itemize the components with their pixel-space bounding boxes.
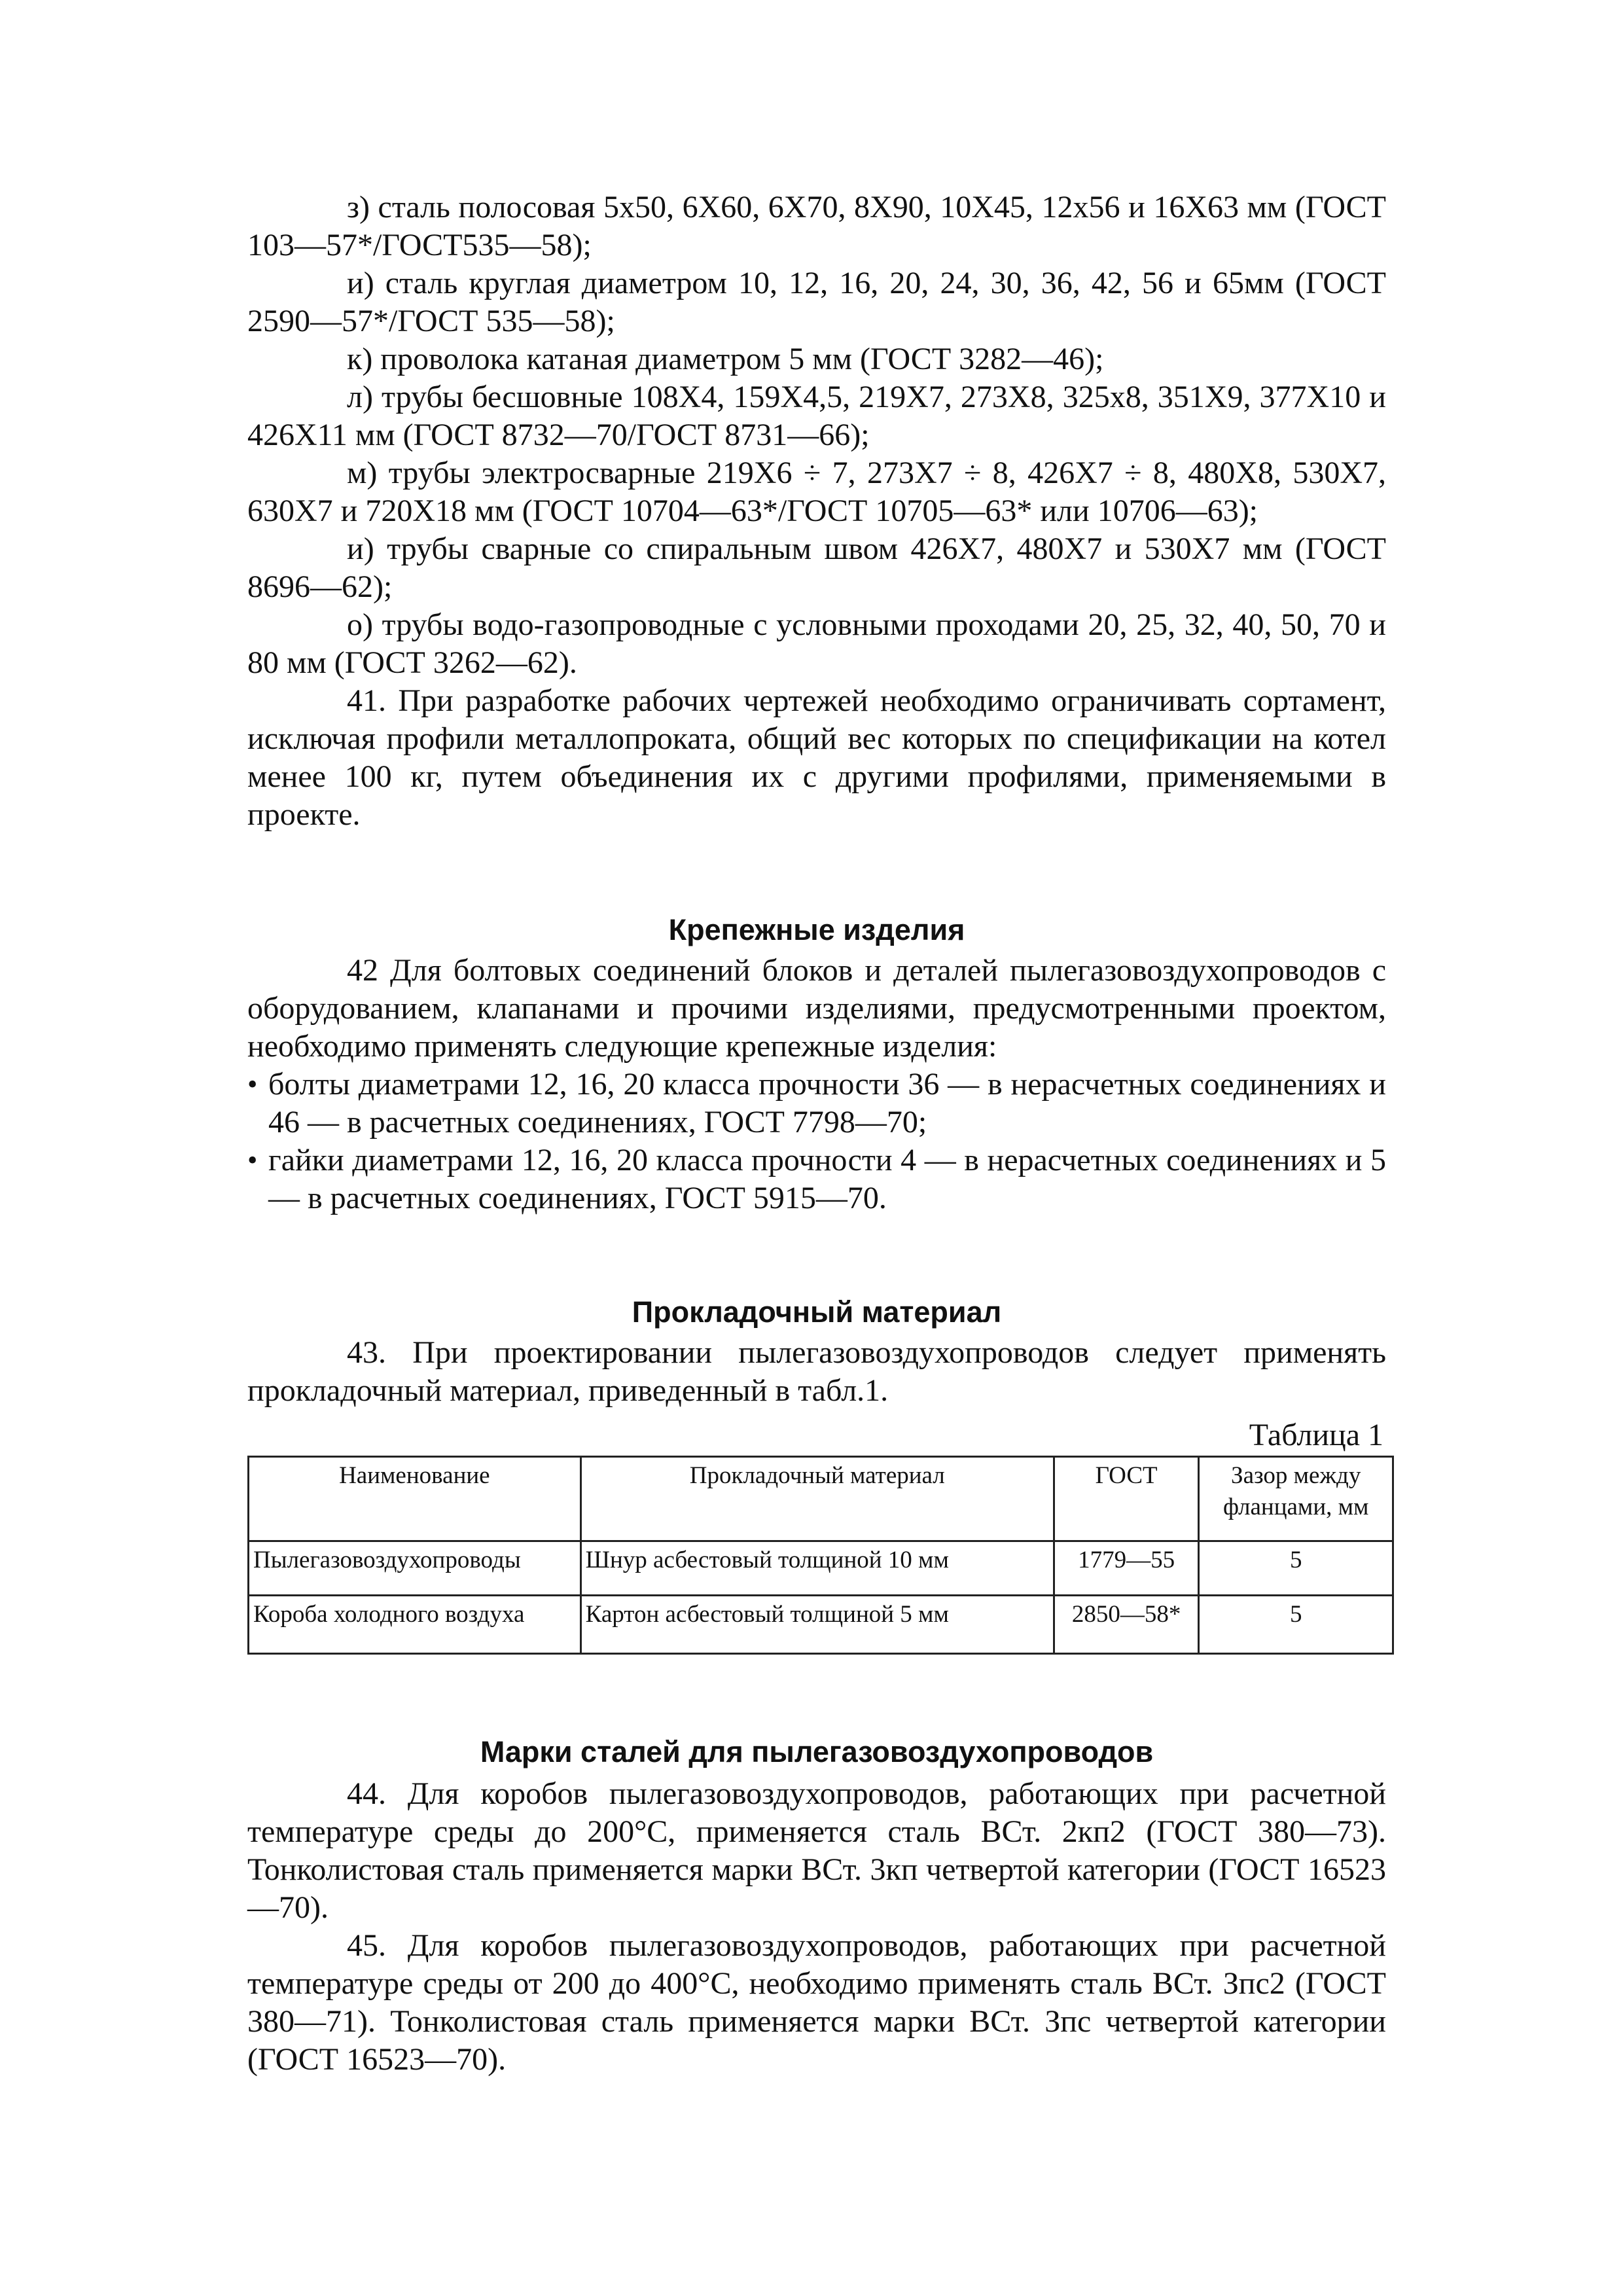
table-header-cell: Зазор между фланцами, мм xyxy=(1199,1457,1393,1541)
table-cell: 5 xyxy=(1199,1541,1393,1596)
table-header-row xyxy=(249,1457,1393,1541)
table-cell: Шнур асбестовый толщиной 10 мм xyxy=(580,1541,1054,1596)
list-item-m: м) трубы электросварные 219Х6 ÷ 7, 273Х7 ÷ 8, 426Х7 ÷ 8, 480Х8, 530Х7, 630Х7 и 720Х18 мм (ГОСТ 10704—63*/ГОСТ 10705—63* или 10706—63); xyxy=(247,456,1386,528)
table-caption: Таблица 1 xyxy=(1249,1418,1383,1452)
table-row xyxy=(249,1596,1393,1654)
paragraph-41: 41. При разработке рабочих чертежей необходимо ограничивать сортамент, исключая профили металлопроката, общий вес которых по спецификации на котел менее 100 кг, путем объединения их с другими профилями, применяемыми в проекте. xyxy=(247,683,1386,832)
list-item xyxy=(247,1066,1386,1141)
heading-steel-grades: Марки сталей для пылегазовоздухопроводов xyxy=(480,1735,1154,1768)
list-item-l: л) трубы бесшовные 108Х4, 159Х4,5, 219Х7, 273Х8, 325х8, 351Х9, 377Х10 и 426Х11 мм (ГОСТ 8732—70/ГОСТ 8731—66); xyxy=(247,380,1386,452)
table-header-cell: Наименование xyxy=(249,1457,581,1541)
table-header-cell: ГОСТ xyxy=(1054,1457,1199,1541)
table-cell: Короба холодного воздуха xyxy=(249,1596,581,1654)
table-cell: Пылегазовоздухопроводы xyxy=(249,1541,581,1596)
table-row xyxy=(249,1541,1393,1596)
list-item-n: и) трубы сварные со спиральным швом 426Х7, 480Х7 и 530Х7 мм (ГОСТ 8696—62); xyxy=(247,531,1386,604)
heading-gasket-material: Прокладочный материал xyxy=(632,1295,1002,1329)
paragraph-43: 43. При проектировании пылегазовоздухопроводов следует применять прокладочный материал, приведенный в табл.1. xyxy=(247,1335,1386,1408)
list-item xyxy=(247,1141,1386,1217)
document-page xyxy=(247,188,1386,2079)
list-item-k: к) проволока катаная диаметром 5 мм (ГОСТ 3282—46); xyxy=(347,342,1104,376)
paragraph-44: 44. Для коробов пылегазовоздухопроводов, работающих при расчетной температуре среды до 200°С, применяется сталь ВСт. 2кп2 (ГОСТ 380—73). Тонколистовая сталь применяется марки ВСт. 3кп четвертой категории (ГОСТ 16523—70). xyxy=(247,1776,1386,1925)
paragraph-45: 45. Для коробов пылегазовоздухопроводов, работающих при расчетной температуре среды от 200 до 400°С, необходимо применять сталь ВСт. Зпс2 (ГОСТ 380—71). Тонколистовая сталь применяется марки ВСт. Зпс четвертой категории (ГОСТ 16523—70). xyxy=(247,1928,1386,2077)
heading-fasteners: Крепежные изделия xyxy=(668,913,965,946)
table-cell: Картон асбестовый толщиной 5 мм xyxy=(580,1596,1054,1654)
gasket-table xyxy=(247,1456,1394,1655)
list-item-o: о) трубы водо-газопроводные с условными проходами 20, 25, 32, 40, 50, 70 и 80 мм (ГОСТ 3262—62). xyxy=(247,607,1386,680)
table-cell: 1779—55 xyxy=(1054,1541,1199,1596)
list-item-i-round-steel: и) сталь круглая диаметром 10, 12, 16, 20, 24, 30, 36, 42, 56 и 65мм (ГОСТ 2590—57*/ГОСТ 535—58); xyxy=(247,266,1386,338)
table-header-cell: Прокладочный материал xyxy=(580,1457,1054,1541)
list-item-text: гайки диаметрами 12, 16, 20 класса прочности 4 — в нерасчетных соединениях и 5 — в расчетных соединениях, ГОСТ 5915—70. xyxy=(268,1143,1386,1215)
list-item-z: з) сталь полосовая 5х50, 6Х60, 6Х70, 8Х90, 10Х45, 12х56 и 16Х63 мм (ГОСТ 103—57*/ГОСТ535—58); xyxy=(247,190,1386,262)
list-item-text: болты диаметрами 12, 16, 20 класса прочности 36 — в нерасчетных соединениях и 46 — в расчетных соединениях, ГОСТ 7798—70; xyxy=(268,1067,1386,1139)
paragraph-42: 42 Для болтовых соединений блоков и деталей пылегазовоздухопроводов с оборудованием, клапанами и прочими изделиями, предусмотренными проектом, необходимо применять следующие крепежные изделия: xyxy=(247,953,1386,1064)
table-cell: 5 xyxy=(1199,1596,1393,1654)
fasteners-list xyxy=(247,1066,1386,1217)
bullet-icon: • xyxy=(247,1144,258,1176)
bullet-icon: • xyxy=(247,1068,258,1100)
table-cell: 2850—58* xyxy=(1054,1596,1199,1654)
